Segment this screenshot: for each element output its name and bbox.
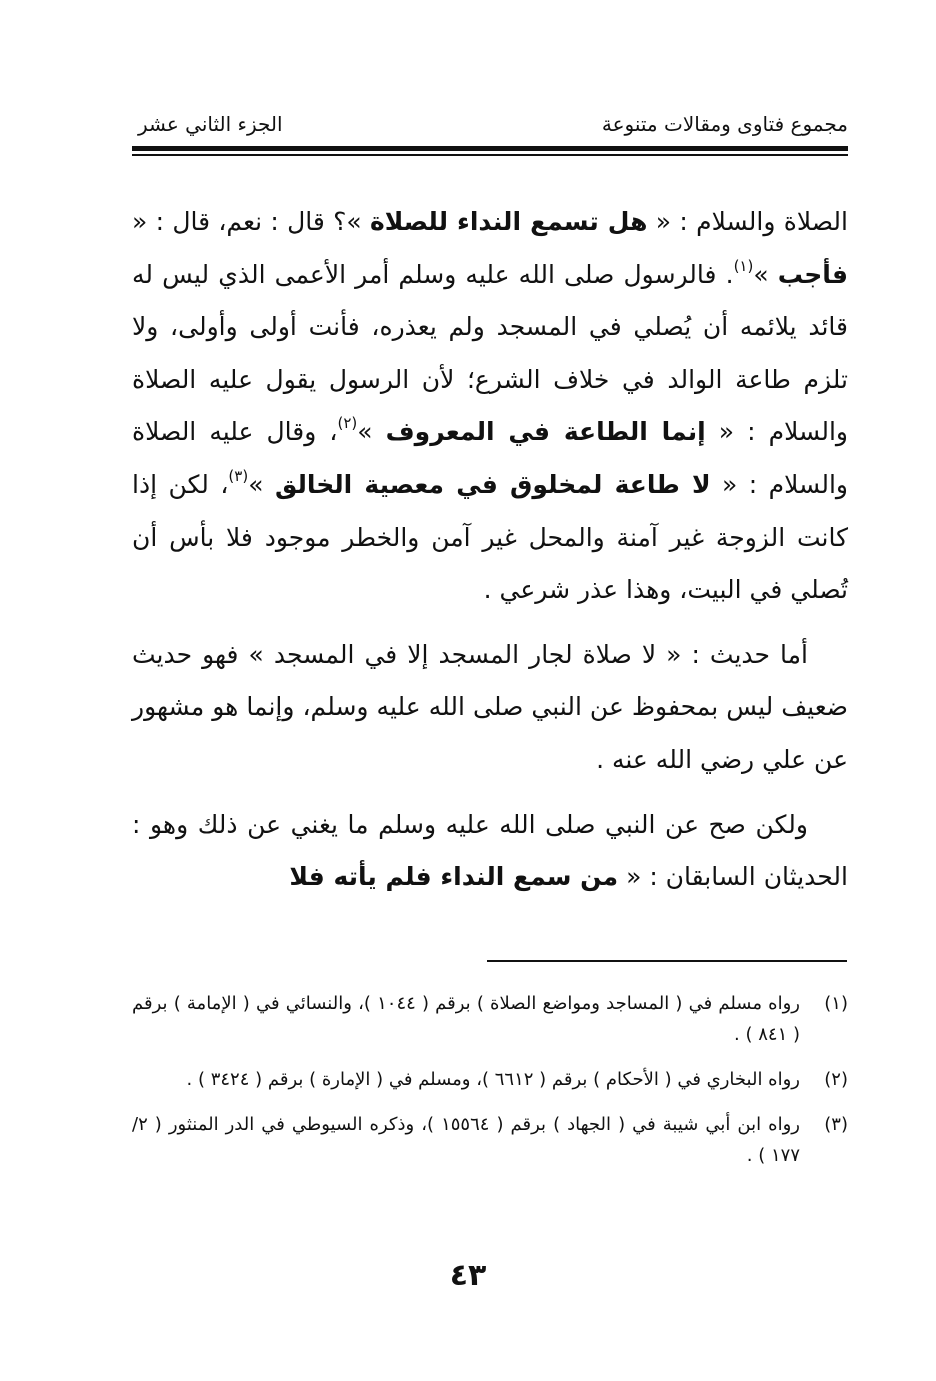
footnote-number: (٢) bbox=[824, 1069, 848, 1090]
hadith-quote: هل تسمع النداء للصلاة bbox=[370, 207, 648, 236]
footnote-text: رواه مسلم في ( المساجد ومواضع الصلاة ) برقم ( ١٠٤٤ )، والنسائي في ( الإمامة ) برقم ( ٨٤١ ) . bbox=[132, 993, 800, 1045]
main-text bbox=[132, 196, 848, 904]
footnote-2 bbox=[132, 1064, 848, 1095]
text-span: ولكن صح عن النبي صلى الله عليه وسلم ما يغني عن ذلك وهو : الحديثان السابقان : « bbox=[132, 809, 848, 892]
text-span: . فالرسول صلى الله عليه وسلم أمر الأعمى الذي ليس له قائد يلائمه أن يُصلي في المسجد ولم يعذره، فأنت أولى وأولى، ولا تلزم طاعة الوالد في خلاف الشرع؛ لأن الرسول يقول عليه الصلاة والسلام : « bbox=[132, 259, 848, 447]
hadith-quote: من سمع النداء فلم يأته فلا bbox=[289, 862, 619, 892]
text-span: ، وقال عليه الصلاة والسلام : « bbox=[132, 417, 848, 499]
footnote-number: (٣) bbox=[824, 1114, 848, 1135]
hadith-quote: فأجب bbox=[777, 259, 848, 289]
paragraph-1 bbox=[132, 196, 848, 617]
footnote-3 bbox=[132, 1109, 848, 1171]
footnote-number: (١) bbox=[824, 993, 848, 1014]
hadith-quote: لا طاعة لمخلوق في معصية الخالق bbox=[274, 469, 711, 499]
book-title: مجموع فتاوى ومقالات متنوعة bbox=[601, 112, 848, 136]
footnote-text: رواه ابن أبي شيبة في ( الجهاد ) برقم ( ١٥٥٦٤ )، وذكره السيوطي في الدر المنثور ( ٢/ ١٧٧ ) . bbox=[132, 1114, 800, 1166]
footnote-ref-1[interactable]: (١) bbox=[733, 256, 754, 275]
header-rule-thin bbox=[132, 154, 848, 156]
text-span: » bbox=[248, 469, 275, 499]
footnote-ref-3[interactable]: (٣) bbox=[228, 466, 249, 485]
text-span: » bbox=[357, 417, 386, 447]
footnote-text: رواه البخاري في ( الأحكام ) برقم ( ٦٦١٢ )، ومسلم في ( الإمارة ) برقم ( ٣٤٢٤ ) . bbox=[186, 1069, 800, 1090]
paragraph-3 bbox=[132, 799, 848, 904]
volume-label: الجزء الثاني عشر bbox=[138, 112, 283, 136]
footnote-ref-2[interactable]: (٢) bbox=[337, 414, 358, 433]
text-span: ، لكن إذا كانت الزوجة غير آمنة والمحل غير آمن والخطر موجود فلا بأس أن تُصلي في البيت، وهذا عذر شرعي . bbox=[132, 469, 848, 605]
footnotes bbox=[132, 988, 848, 1185]
text-span: » bbox=[753, 259, 778, 289]
running-header bbox=[132, 112, 848, 142]
hadith-quote: إنما الطاعة في المعروف bbox=[385, 417, 706, 447]
header-rule-thick bbox=[132, 146, 848, 151]
footnote-1 bbox=[132, 988, 848, 1050]
text-span: الصلاة والسلام : « bbox=[647, 207, 848, 236]
footnote-separator bbox=[487, 960, 847, 962]
text-span: »؟ قال : نعم، قال : « bbox=[132, 207, 371, 236]
paragraph-2: أما حديث : « لا صلاة لجار المسجد إلا في المسجد » فهو حديث ضعيف ليس بمحفوظ عن النبي صلى الله عليه وسلم، وإنما هو مشهور عن علي رضي الله عنه . bbox=[132, 639, 848, 774]
page-number: ٤٣ bbox=[449, 1258, 487, 1293]
